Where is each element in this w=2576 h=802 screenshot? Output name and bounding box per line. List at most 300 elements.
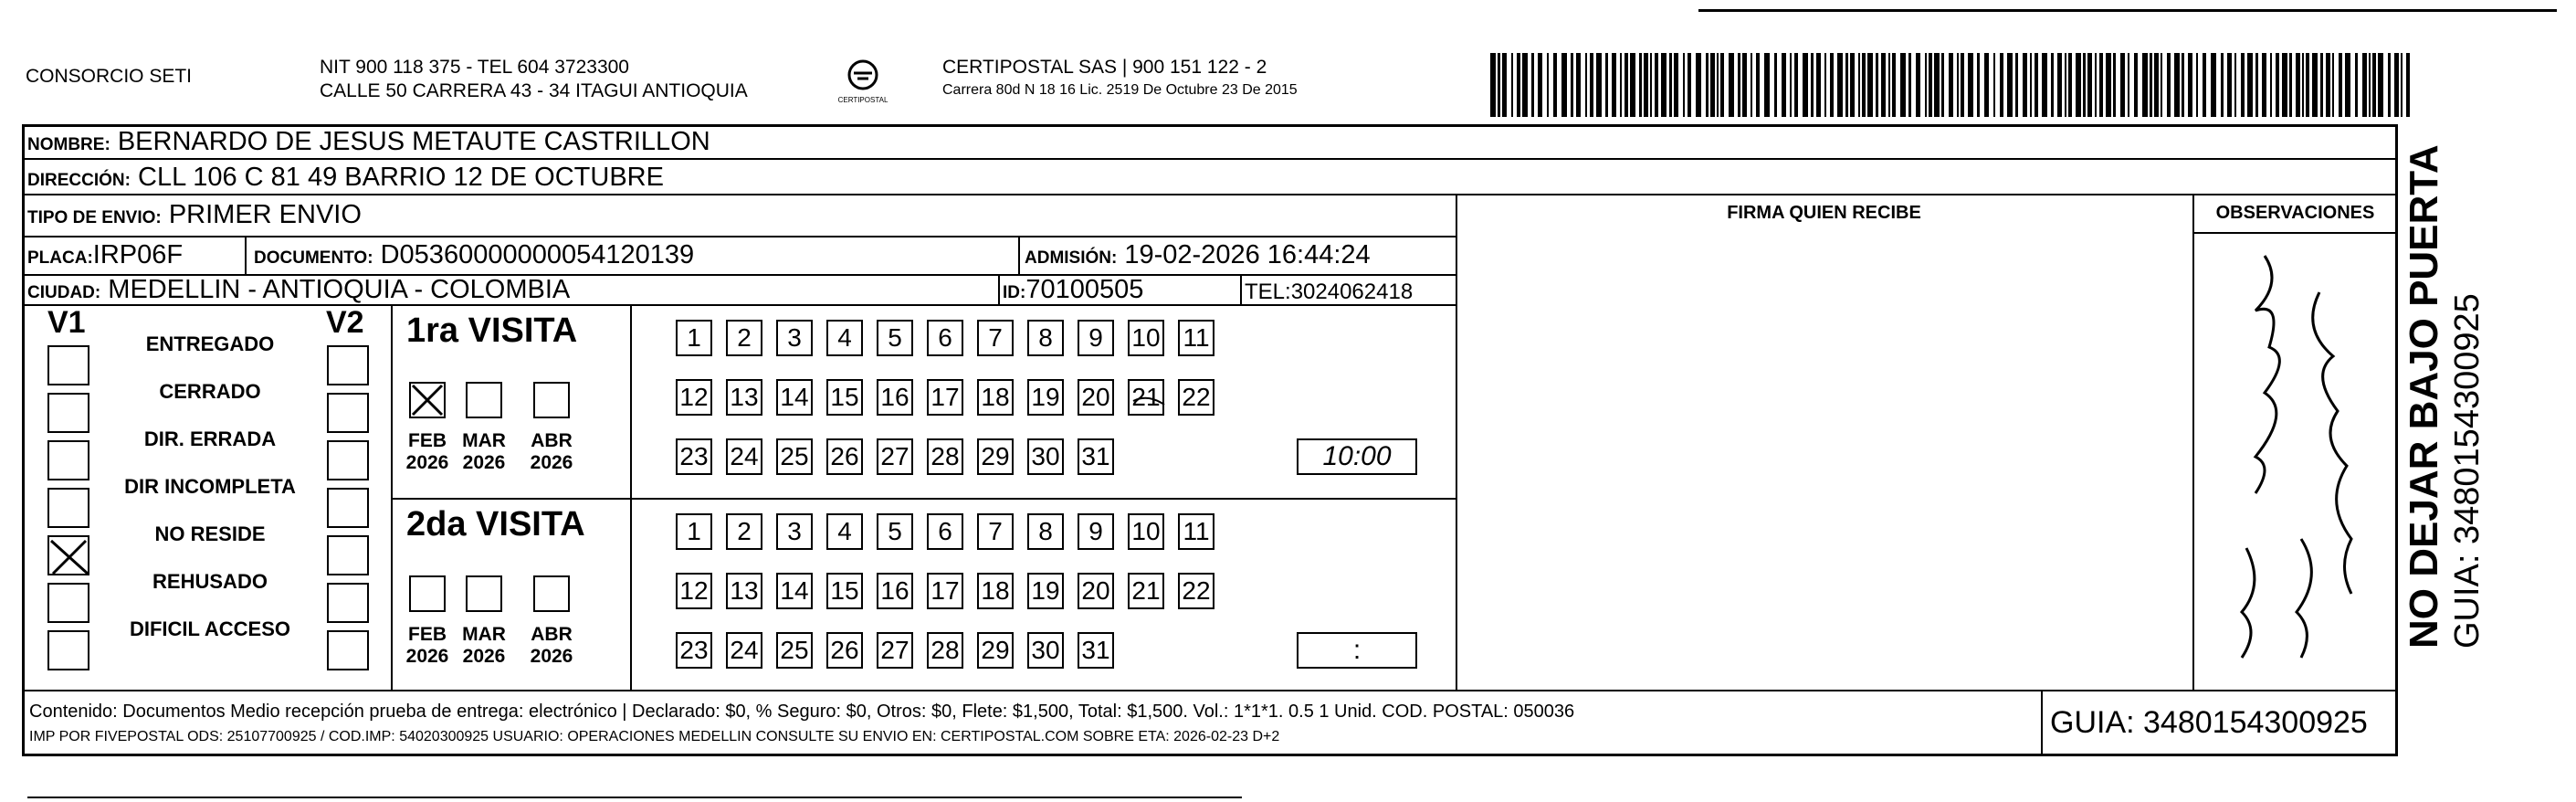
barcode-bar [2051,53,2054,117]
barcode-bar [1803,53,1808,117]
barcode-bar [1892,53,1896,117]
check-x-icon [411,384,444,417]
barcode-bar [1876,53,1878,117]
day-box[interactable]: 23 [676,632,712,669]
barcode-bar [2188,53,2192,117]
day-box[interactable]: 28 [927,632,963,669]
day-box[interactable]: 10 [1128,320,1164,356]
day-box[interactable]: 19 [1027,573,1064,609]
footer-guia: GUIA: 3480154300925 [2050,705,2368,740]
status-reason-label: DIR INCOMPLETA [124,475,296,498]
day-box[interactable]: 8 [1027,320,1064,356]
id-row [1003,274,1143,309]
barcode-bar [2312,53,2318,117]
barcode-bar [2196,53,2198,117]
observaciones-signature [2210,247,2392,676]
barcode-bar [1620,53,1622,117]
id-value: 70100505 [1025,275,1144,304]
barcode-bar [2007,53,2013,117]
barcode-bar [1596,53,1602,117]
barcode-bar [2345,53,2350,117]
barcode-bar [1794,53,1798,117]
day-box[interactable]: 13 [726,379,762,416]
barcode-bar [1993,53,1995,117]
barcode-bar [1630,53,1635,117]
visit-title: 2da VISITA [406,505,585,543]
barcode-bar [1957,53,1959,117]
barcode-bar [2302,53,2304,117]
visit-month-label [458,430,510,474]
barcode-bar [1925,53,1927,117]
day-box[interactable]: 17 [927,573,963,609]
certipostal-logo-icon [846,58,879,91]
day-box[interactable]: 12 [676,573,712,609]
day-box[interactable]: 18 [977,573,1014,609]
barcode-bar [1531,53,1534,117]
barcode-bar [2372,53,2376,117]
barcode-bar [1688,53,1691,117]
day-box[interactable]: 11 [1178,513,1214,550]
day-box[interactable]: 9 [1078,513,1114,550]
barcode-bar [1774,53,1777,117]
barcode-bar [2388,53,2391,117]
visit-month-name: MAR [462,624,506,645]
day-box[interactable]: 25 [776,438,813,475]
barcode-bar [1696,53,1701,117]
day-box[interactable]: 19 [1027,379,1064,416]
placa-label: PLACA: [27,248,93,268]
barcode-bar [1729,53,1734,117]
side-text [2402,27,2529,649]
row-line [22,236,1456,237]
barcode-bar [1571,53,1573,117]
ciudad-label: CIUDAD: [27,283,101,302]
day-box[interactable]: 27 [877,438,913,475]
col-line [630,304,632,690]
day-box[interactable]: 2 [726,513,762,550]
col-line [1018,236,1020,274]
barcode-bar [2042,53,2047,117]
barcode-bar [1576,53,1581,117]
ciudad-value: MEDELLIN - ANTIOQUIA - COLOMBIA [108,275,571,304]
bottom-scan-line [27,797,1242,798]
day-box[interactable]: 21 [1128,573,1164,609]
day-box[interactable]: 26 [826,438,863,475]
v2-checkbox[interactable] [327,393,369,433]
footer-line2: IMP POR FIVEPOSTAL ODS: 25107700925 / COD.IMP: 54020300925 USUARIO: OPERACIONES MEDELLIN CONSULTE SU ENVIO EN: CERTIPOSTAL.COM SOBRE ETA: 2026-02-23 D+2 [29,729,1280,744]
day-box[interactable]: 14 [776,379,813,416]
nombre-row [27,126,710,161]
col-line [245,236,247,274]
col-line [2192,194,2194,690]
status-reason-label: REHUSADO [152,570,268,593]
day-box[interactable]: 30 [1027,632,1064,669]
visit-month-name: FEB [408,624,447,645]
visit-month-checkbox[interactable] [409,575,446,612]
barcode-bar [1717,53,1719,117]
company-name: CONSORCIO SETI [26,66,193,87]
certipostal-logo [831,58,895,106]
nit-line2: CALLE 50 CARRERA 43 - 34 ITAGUI ANTIOQUIA [320,80,748,101]
barcode-bar [1968,53,1973,117]
day-box[interactable]: 31 [1078,632,1114,669]
barcode-bar [2023,53,2027,117]
barcode-bar [1655,53,1658,117]
barcode-bar [1751,53,1752,117]
barcode-bar [1522,53,1528,117]
placa-row [27,239,183,274]
side-guia-text: GUIA: 3480154300925 [2448,293,2487,649]
day-box[interactable]: 12 [676,379,712,416]
v1-checkbox[interactable] [47,393,89,433]
observaciones-header: OBSERVACIONES [2215,203,2375,223]
col-line [998,274,1000,304]
status-reason-label: DIR. ERRADA [143,427,277,450]
visit-month-year: 2026 [530,646,573,667]
barcode-bar [2241,53,2245,117]
day-box[interactable]: 9 [1078,320,1114,356]
check-x-icon [49,537,89,575]
barcode-bar [1858,53,1860,117]
barcode-bar [1639,53,1642,117]
visit-month-label [458,624,510,668]
barcode-bar [1605,53,1608,117]
barcode-bar [2369,53,2371,117]
day-box[interactable]: 20 [1078,379,1114,416]
barcode-bar [2134,53,2138,117]
visit-month-year: 2026 [405,646,449,667]
col-line [1456,194,1457,690]
v1-checkbox[interactable] [47,345,89,385]
barcode-bar [1756,53,1760,117]
barcode-bar [1742,53,1747,117]
day-box[interactable]: 16 [877,379,913,416]
v1-checkbox[interactable] [47,583,89,623]
v2-checkbox[interactable] [327,535,369,575]
day-box[interactable]: 5 [877,320,913,356]
barcode-bar [2065,53,2066,117]
barcode-bar [1738,53,1740,117]
barcode-bar [2203,53,2206,117]
barcode-bar [1934,53,1940,117]
day-box[interactable]: 29 [977,632,1014,669]
day-box[interactable]: 29 [977,438,1014,475]
barcode-bar [1650,53,1652,117]
barcode-bar [1984,53,1989,117]
carrier-line1: CERTIPOSTAL SAS | 900 151 122 - 2 [942,57,1267,78]
logo-text: CERTIPOSTAL [837,96,888,104]
barcode-bar [2247,53,2253,117]
v2-checkbox[interactable] [327,440,369,480]
barcode-bar [1830,53,1834,117]
visit-month-label [402,430,453,474]
nombre-label: NOMBRE: [27,135,110,154]
barcode-bar [2182,53,2184,117]
barcode-bar [1862,53,1866,117]
tipo-value: PRIMER ENVIO [168,200,362,229]
id-label: ID: [1003,283,1026,302]
barcode-bar [2211,53,2216,117]
visit-month-label [526,624,577,668]
visit-month-year: 2026 [462,646,506,667]
visit-title: 1ra VISITA [406,311,578,350]
v1-checkbox[interactable] [47,535,89,575]
barcode-bar [2394,53,2399,117]
barcode-bar [2355,53,2358,117]
direccion-row [27,162,664,196]
v1-checkbox[interactable] [47,440,89,480]
barcode-bar [2332,53,2334,117]
barcode-bar [1612,53,1616,117]
day-mark-icon [1130,381,1166,417]
barcode-bar [2087,53,2092,117]
visit-month-label [526,430,577,474]
v1-checkbox[interactable] [47,488,89,528]
tipo-row [27,199,362,234]
day-box[interactable]: 5 [877,513,913,550]
day-box[interactable]: 10 [1128,513,1164,550]
day-box[interactable]: 1 [676,513,712,550]
tel-value: 3024062418 [1290,280,1414,304]
direccion-value: CLL 106 C 81 49 BARRIO 12 DE OCTUBRE [138,163,664,192]
barcode-bar [2362,53,2367,117]
day-box[interactable]: 17 [927,379,963,416]
barcode-bar [2076,53,2081,117]
barcode-bar [1888,53,1890,117]
day-box[interactable]: 1 [676,320,712,356]
barcode-bar [1585,53,1587,117]
barcode-bar [1517,53,1520,117]
barcode-bar [1816,53,1821,117]
barcode-bar [2035,53,2038,117]
barcode-bar [2234,53,2236,117]
documento-row [254,239,694,274]
day-box[interactable]: 21 [1128,379,1164,416]
v2-label: V2 [326,305,364,340]
barcode-bar [1900,53,1906,117]
status-reason-label: ENTREGADO [145,332,275,355]
day-box[interactable]: 31 [1078,438,1114,475]
placa-value: IRP06F [92,240,184,269]
visit-month-year: 2026 [462,452,506,473]
barcode-bar [1683,53,1685,117]
barcode-bar [2099,53,2103,117]
barcode-bar [1867,53,1873,117]
day-box[interactable]: 15 [826,573,863,609]
barcode-bar [1498,53,1500,117]
barcode-bar [2095,53,2097,117]
barcode-bar [1916,53,1920,117]
firma-header: FIRMA QUIEN RECIBE [1727,203,1921,223]
no-dejar-text: NO DEJAR BAJO PUERTA [2402,144,2446,649]
barcode-bar [1590,53,1593,117]
visit-month-year: 2026 [530,452,573,473]
barcode-bar [2320,53,2323,117]
day-box[interactable]: 16 [877,573,913,609]
day-box[interactable]: 14 [776,573,813,609]
barcode-bar [1824,53,1826,117]
day-box[interactable]: 20 [1078,573,1114,609]
day-box[interactable]: 28 [927,438,963,475]
documento-value: D05360000000054120139 [380,240,695,269]
day-box[interactable]: 3 [776,320,813,356]
barcode-bar [1547,53,1549,117]
barcode-bar [2255,53,2258,117]
barcode-bar [2030,53,2032,117]
day-box[interactable]: 22 [1178,379,1214,416]
barcode-bar [2270,53,2272,117]
day-box[interactable]: 26 [826,632,863,669]
barcode-bar [1490,53,1496,117]
barcode-bar [2174,53,2180,117]
barcode-bar [2154,53,2159,117]
visit-month-label [402,624,453,668]
day-box[interactable]: 22 [1178,573,1214,609]
nombre-value: BERNARDO DE JESUS METAUTE CASTRILLON [117,127,710,156]
barcode-bar [2068,53,2072,117]
barcode-bar [1881,53,1886,117]
barcode-bar [2326,53,2330,117]
ciudad-row [27,274,570,309]
barcode-bar [1538,53,1542,117]
barcode-bar [1706,53,1709,117]
v2-checkbox[interactable] [327,488,369,528]
admision-label: ADMISIÓN: [1025,248,1118,268]
day-box[interactable]: 8 [1027,513,1064,550]
barcode-bar [2150,53,2152,117]
day-box[interactable]: 25 [776,632,813,669]
day-box[interactable]: 27 [877,632,913,669]
barcode-bar [2000,53,2003,117]
day-box[interactable]: 24 [726,632,762,669]
barcode-bar [2339,53,2342,117]
day-box[interactable]: 7 [977,513,1014,550]
barcode-bar [2083,53,2086,117]
footer-line1: Contenido: Documentos Medio recepción prueba de entrega: electrónico | Declarado: $0, % Seguro: $0, Otros: $0, Flete: $1,500, Total: $1,500. Vol.: 1*1*1. 0.5 1 Unid. COD. POSTAL: 050036 [29,702,1575,722]
day-box[interactable]: 18 [977,379,1014,416]
day-box[interactable]: 13 [726,573,762,609]
barcode-bar [2262,53,2266,117]
visit-time-box[interactable]: 10:00 [1297,438,1417,475]
barcode-bar [1511,53,1513,117]
day-box[interactable]: 4 [826,320,863,356]
tel-row [1245,277,1413,308]
status-reason-label: NO RESIDE [154,522,266,545]
top-scan-line [1698,9,2557,12]
day-box[interactable]: 3 [776,513,813,550]
barcode-bar [1790,53,1792,117]
v2-checkbox[interactable] [327,583,369,623]
visit-month-checkbox[interactable] [533,575,570,612]
barcode-bar [1929,53,1932,117]
barcode-bar [2106,53,2111,117]
barcode-bar [2276,53,2279,117]
barcode-bar [2289,53,2292,117]
barcode-bar [1720,53,1724,117]
barcode-bar [1644,53,1648,117]
visit-month-name: ABR [531,624,573,645]
col-line [391,304,393,690]
barcode-bar [1710,53,1715,117]
day-box[interactable]: 11 [1178,320,1214,356]
barcode-bar [2128,53,2129,117]
barcode-bar [2142,53,2148,117]
visit-month-name: MAR [462,430,506,451]
carrier-line2: Carrera 80d N 18 16 Lic. 2519 De Octubre 23 De 2015 [942,82,1298,98]
documento-label: DOCUMENTO: [254,248,373,268]
visit-month-checkbox[interactable] [466,575,502,612]
col-line [1240,274,1242,304]
v2-checkbox[interactable] [327,345,369,385]
day-box[interactable]: 15 [826,379,863,416]
barcode-bar [1624,53,1628,117]
barcode-bar [1845,53,1848,117]
visit-month-checkbox[interactable] [409,382,446,418]
status-reason-label: DIFICIL ACCESO [129,617,290,640]
nit-line1: NIT 900 118 375 - TEL 604 3723300 [320,57,629,78]
barcode-bar [1941,53,1944,117]
visit-month-name: ABR [531,430,573,451]
barcode-bar [1811,53,1814,117]
direccion-label: DIRECCIÓN: [27,171,131,190]
day-box[interactable]: 2 [726,320,762,356]
visit-divider [391,498,1456,500]
day-box[interactable]: 23 [676,438,712,475]
day-box[interactable]: 24 [726,438,762,475]
day-box[interactable]: 6 [927,320,963,356]
v2-checkbox[interactable] [327,630,369,670]
day-box[interactable]: 6 [927,513,963,550]
day-box[interactable]: 7 [977,320,1014,356]
barcode-bar [1949,53,1953,117]
v1-checkbox[interactable] [47,630,89,670]
barcode-bar [2378,53,2383,117]
barcode-bar [1561,53,1567,117]
barcode-bar [1782,53,1786,117]
barcode-bar [2057,53,2062,117]
barcode-bar [1553,53,1557,117]
barcode-bar [1661,53,1667,117]
day-box[interactable]: 4 [826,513,863,550]
barcode-bar [2306,53,2309,117]
barcode-bar [2227,53,2232,117]
barcode-bar [2113,53,2116,117]
barcode-bar [2161,53,2162,117]
status-reason-label: CERRADO [159,380,261,403]
barcode-bar [1502,53,1507,117]
barcode-bar [2282,53,2287,117]
barcode [1490,53,2413,117]
row-line [2192,232,2398,234]
visit-month-checkbox[interactable] [533,382,570,418]
admision-value: 19-02-2026 16:44:24 [1124,240,1371,269]
col-line [2041,690,2043,756]
day-box[interactable]: 30 [1027,438,1064,475]
tipo-label: TIPO DE ENVIO: [27,208,162,227]
visit-time-box[interactable]: : [1297,632,1417,669]
visit-month-checkbox[interactable] [466,382,502,418]
v1-label: V1 [47,305,86,340]
barcode-bar [1961,53,1964,117]
barcode-bar [1908,53,1911,117]
barcode-bar [2120,53,2125,117]
barcode-bar [2221,53,2224,117]
barcode-bar [1764,53,1770,117]
barcode-bar [1837,53,1843,117]
barcode-bar [1669,53,1672,117]
barcode-bar [1977,53,1980,117]
visit-month-name: FEB [408,430,447,451]
